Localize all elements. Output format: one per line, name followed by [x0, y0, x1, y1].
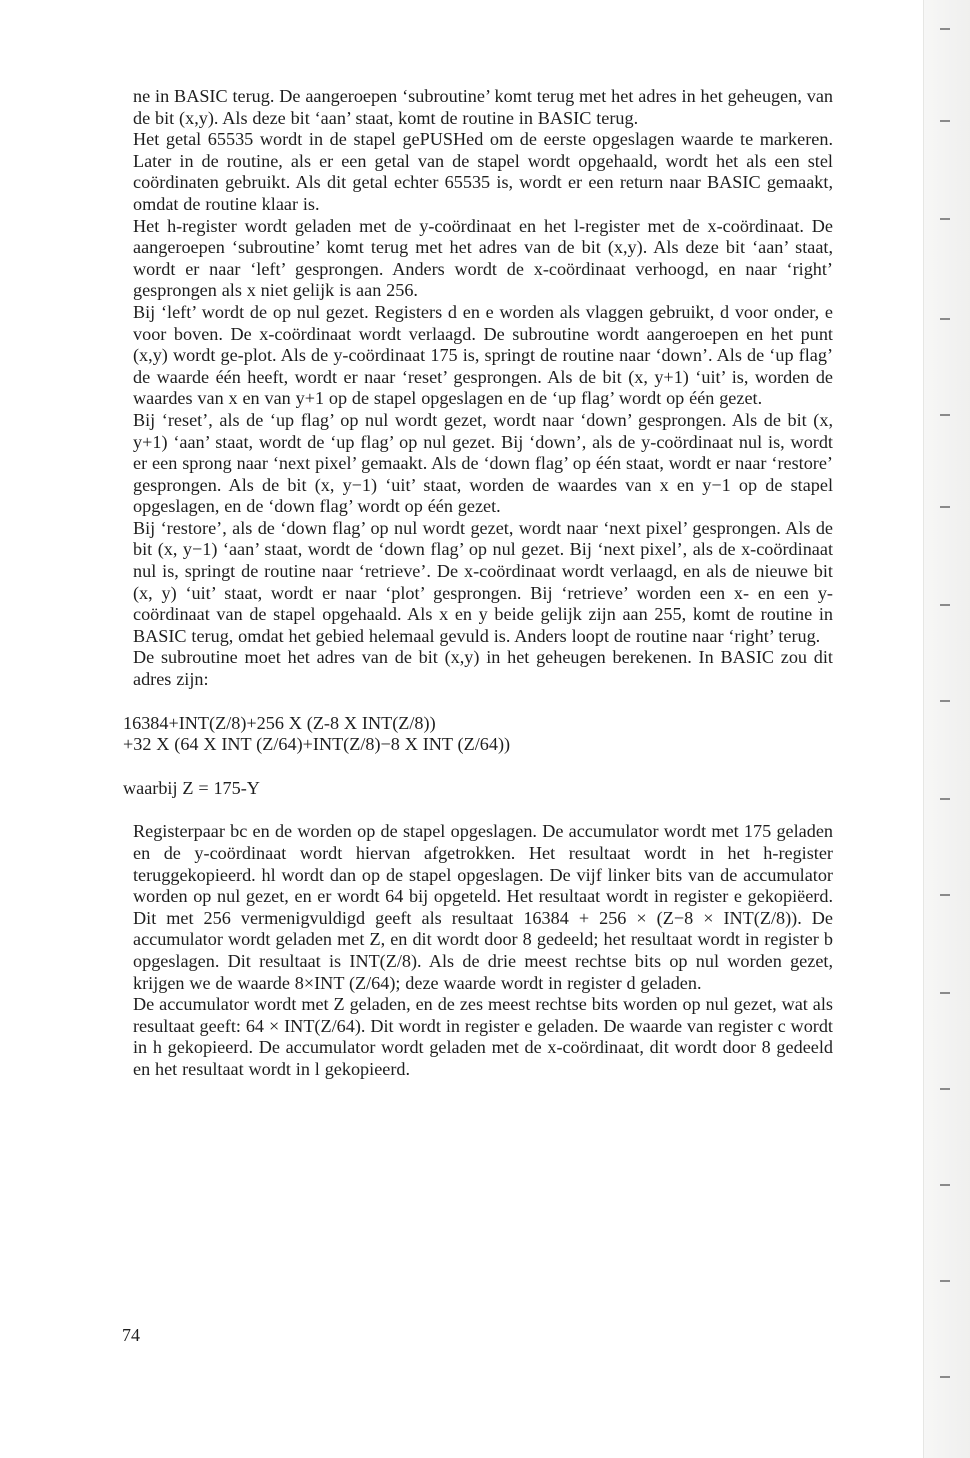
where-line: waarbij Z = 175-Y — [123, 777, 260, 798]
edge-mark — [940, 700, 950, 702]
paragraph: Het h-register wordt geladen met de y-coördinaat en het l-register met de x-coördinaat. De aangeroepen ‘subroutine’ komt terug met het adres van de bit (x,y). Als deze bit ‘aan’ staat, wordt er naar ‘left’ gesprongen. Anders wordt de x-coördinaat verhoogd, en naar ‘right’ gesprongen als x niet gelijk is aan 256. — [133, 215, 833, 301]
edge-mark — [940, 1184, 950, 1186]
edge-mark — [940, 506, 950, 508]
body-text — [123, 86, 833, 1081]
formula-line: 16384+INT(Z/8)+256 X (Z-8 X INT(Z/8)) — [123, 712, 436, 733]
edge-mark — [940, 992, 950, 994]
paragraph: ne in BASIC terug. De aangeroepen ‘subroutine’ komt terug met het adres in het geheugen, van de bit (x,y). Als deze bit ‘aan’ staat, komt de routine in BASIC terug. — [133, 86, 833, 128]
page-number: 74 — [122, 1325, 140, 1345]
edge-mark — [940, 120, 950, 122]
paragraph: De accumulator wordt met Z geladen, en de zes meest rechtse bits worden op nul gezet, wat als resultaat geeft: 64 × INT(Z/64). Dit wordt in register e geladen. De waarde van register c wordt in h gekopieerd. De accumulator wordt geladen met de x-coördinaat, dit wordt door 8 gedeeld en het resultaat wordt in l gekopieerd. — [133, 994, 833, 1079]
paragraph: Bij ‘reset’, als de ‘up flag’ op nul wordt gezet, wordt naar ‘down’ gesprongen. Als de bit (x, y+1) ‘aan’ staat, wordt de ‘up flag’ op nul gezet. Bij ‘down’, als de y-coördinaat nul is, wordt er een sprong naar ‘next pixel’ gemaakt. Als de ‘down flag’ op één staat, wordt er naar ‘restore’ gesprongen. Als de bit (x, y−1) ‘uit’ staat, worden de waardes van x en y−1 op de stapel opgeslagen, en de ‘down flag’ wordt op één gezet. — [133, 409, 833, 517]
edge-mark — [940, 414, 950, 416]
paragraph-gap — [133, 799, 833, 821]
edge-mark — [940, 1280, 950, 1282]
paragraph: Bij ‘left’ wordt de op nul gezet. Registers d en e worden als vlaggen gebruikt, d voor onder, e voor boven. De x-coördinaat wordt verlaagd. De subroutine wordt aangeroepen en het punt (x,y) wordt ge-plot. Als de y-coördinaat 175 is, springt de routine naar ‘down’. Als de ‘up flag’ de waarde één heeft, wordt er naar ‘reset’ gesprongen. Als de bit (x, y+1) ‘uit’ is, worden de waardes van x en van y+1 op de stapel opgeslagen en de ‘up flag’ wordt op één gezet. — [133, 301, 833, 409]
paragraph: De subroutine moet het adres van de bit (x,y) in het geheugen berekenen. In BASIC zou dit adres zijn: — [133, 647, 833, 690]
paragraph: Bij ‘restore’, als de ‘down flag’ op nul wordt gezet, wordt naar ‘next pixel’ gesprongen. Als de bit (x, y−1) ‘aan’ staat, wordt de ‘down flag’ op nul gezet. Bij ‘next pixel’, als de x-coördinaat nul is, springt de routine naar ‘retrieve’. De x-coördinaat wordt verlaagd, en als de nieuwe bit (x, y) ‘uit’ staat, wordt er naar ‘plot’ gesprongen. Bij ‘retrieve’ worden een x- en een y-coördinaat van de stapel opgehaald. Als x en y beide gelijk zijn aan 255, komt de routine in BASIC terug, omdat het gebied helemaal gevuld is. Anders loopt de routine naar ‘right’ terug. — [133, 517, 833, 646]
edge-mark — [940, 1376, 950, 1378]
paragraph: Het getal 65535 wordt in de stapel gePUSHed om de eerste opgeslagen waarde te markeren. Later in de routine, als er een getal van de stapel wordt opgehaald, wordt het als een stel coördinaten gebruikt. Als dit getal echter 65535 is, wordt er een return naar BASIC gemaakt, omdat de routine klaar is. — [133, 129, 833, 214]
formula-line: +32 X (64 X INT (Z/64)+INT(Z/8)−8 X INT (Z/64)) — [123, 734, 511, 755]
edge-mark — [940, 218, 950, 220]
page-edge — [923, 0, 970, 1458]
edge-mark — [940, 604, 950, 606]
paragraph: Registerpaar bc en de worden op de stapel opgeslagen. De accumulator wordt met 175 geladen en de y-coördinaat wordt hiervan afgetrokken. Het resultaat wordt in het h-register teruggekopieerd. hl wordt dan op de stapel opgeslagen. De vijf linker bits van de accumulator worden op nul gezet, en er wordt 64 bij opgeteld. Het resultaat wordt in register e gekopiëerd. Dit met 256 vermenigvuldigd geeft als resultaat 16384 + 256 × (Z−8 × INT(Z/8)). De accumulator wordt geladen met Z, en dit wordt door 8 gedeeld; het resultaat wordt in register b opgeslagen. Dit resultaat is INT(Z/8). Als de drie meest rechtse bits op nul worden gezet, krijgen we de waarde 8×INT (Z/64); deze waarde wordt in register d geladen. — [133, 821, 833, 993]
edge-mark — [940, 798, 950, 800]
address-formula — [123, 713, 833, 756]
edge-mark — [940, 28, 950, 30]
edge-mark — [940, 894, 950, 896]
edge-mark — [940, 1088, 950, 1090]
edge-mark — [940, 318, 950, 320]
